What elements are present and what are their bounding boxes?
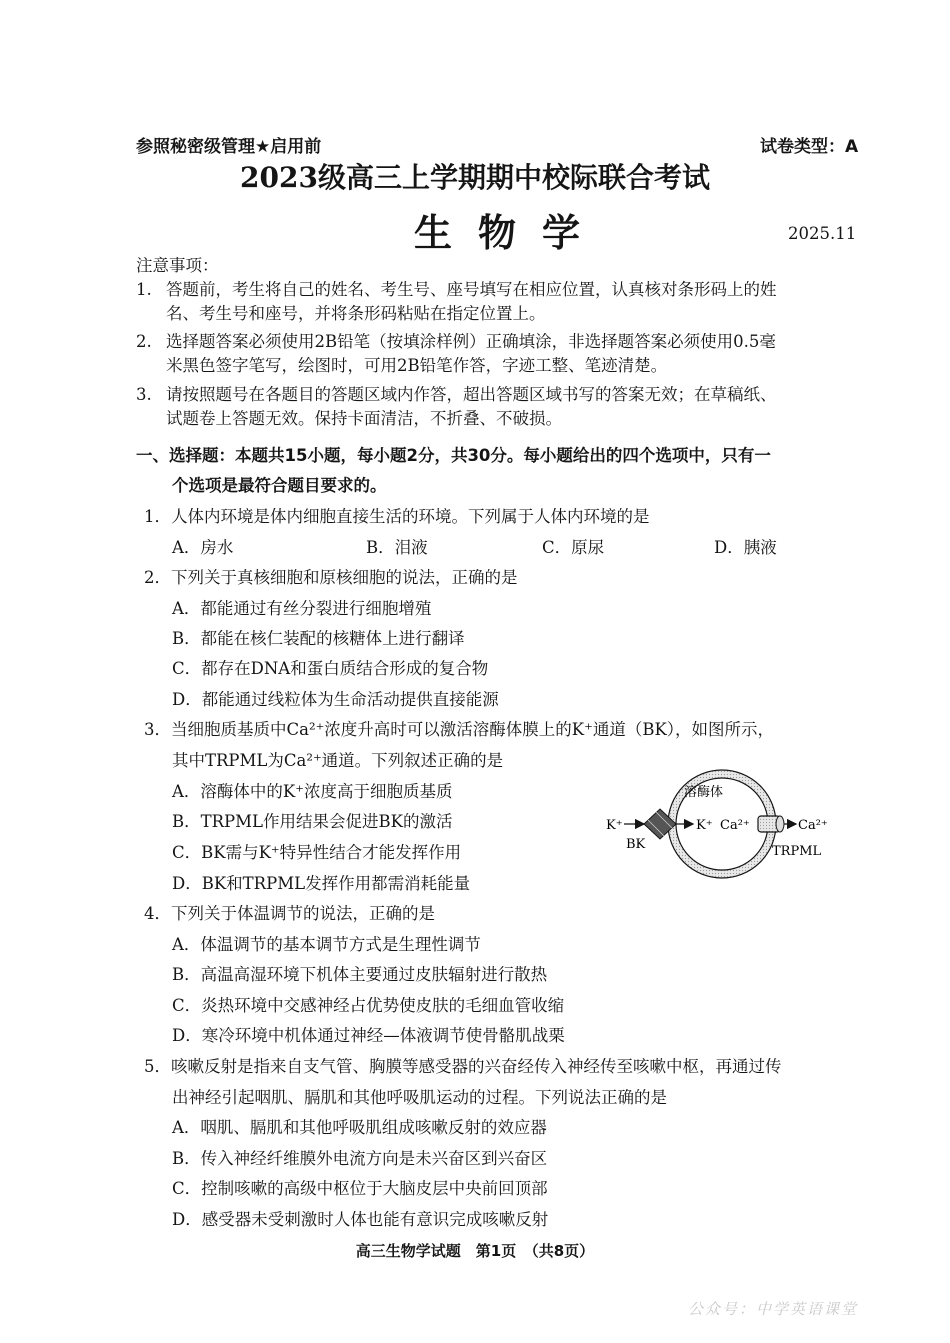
question-2-option-c: C．都存在DNA和蛋白质结合形成的复合物 [172, 659, 489, 678]
question-2-option-b: B．都能在核仁装配的核糖体上进行翻译 [172, 629, 465, 648]
question-5-option-d: D．感受器未受刺激时人体也能有意识完成咳嗽反射 [172, 1210, 549, 1229]
paper-type-label: 试卷类型：A [760, 137, 859, 157]
question-5-option-c: C．控制咳嗽的高级中枢位于大脑皮层中央前回顶部 [172, 1179, 548, 1198]
question-3-option-d: D．BK和TRPML发挥作用都需消耗能量 [172, 874, 471, 893]
question-3-stem-line-1: 3．当细胞质基质中Ca²⁺浓度升高时可以激活溶酶体膜上的K⁺通道（BK），如图所示， [144, 720, 775, 739]
notice-item-1-num: 1. [136, 280, 152, 299]
subject-title: 生物学 [414, 211, 607, 255]
ca-outside-label: Ca²⁺ [798, 818, 828, 833]
exam-title: 2023级高三上学期期中校际联合考试 [240, 161, 710, 194]
section-heading-line-1: 一、选择题：本题共15小题，每小题2分，共30分。每小题给出的四个选项中，只有一 [136, 446, 771, 465]
question-3-option-c: C．BK需与K⁺特异性结合才能发挥作用 [172, 843, 462, 862]
question-2-stem: 2．下列关于真核细胞和原核细胞的说法，正确的是 [144, 568, 518, 587]
notice-item-2-line-1: 选择题答案必须使用2B铅笔（按填涂样例）正确填涂，非选择题答案必须使用0.5毫 [166, 332, 776, 351]
section-heading-line-2: 个选项是最符合题目要求的。 [172, 476, 387, 495]
lysosome-label: 溶酶体 [684, 785, 724, 800]
exam-date: 2025.11 [788, 224, 857, 243]
question-1-option-a: A．房水 [172, 538, 234, 557]
notice-item-3-line-2: 试题卷上答题无效。保持卡面清洁，不折叠、不破损。 [166, 409, 562, 428]
trpml-channel-cap [776, 816, 784, 832]
confidentiality-label: 参照秘密级管理★启用前 [136, 137, 322, 157]
k-outside-label: K⁺ [606, 818, 623, 833]
question-1-option-d: D．胰液 [714, 538, 777, 557]
notice-item-3-num: 3. [136, 385, 152, 404]
k-inside-label: K⁺ [696, 818, 713, 833]
watermark: 公众号：中学英语课堂 [688, 1300, 859, 1318]
question-2-option-d: D．都能通过线粒体为生命活动提供直接能源 [172, 690, 499, 709]
question-5-option-b: B．传入神经纤维膜外电流方向是未兴奋区到兴奋区 [172, 1149, 548, 1168]
question-3-stem-line-2: 其中TRPML为Ca²⁺通道。下列叙述正确的是 [172, 751, 504, 770]
ca-inside-label: Ca²⁺ [720, 818, 750, 833]
question-4-stem: 4．下列关于体温调节的说法，正确的是 [144, 904, 435, 923]
question-1-stem: 1．人体内环境是体内细胞直接生活的环境。下列属于人体内环境的是 [144, 507, 650, 526]
question-1-option-c: C．原尿 [542, 538, 605, 557]
trpml-label: TRPML [772, 844, 822, 859]
bk-label: BK [626, 837, 646, 852]
notice-item-1-line-1: 答题前，考生将自己的姓名、考生号、座号填写在相应位置，认真核对条形码上的姓 [166, 280, 777, 299]
question-5-option-a: A．咽肌、膈肌和其他呼吸肌组成咳嗽反射的效应器 [172, 1118, 547, 1137]
notice-item-2-line-2: 米黑色签字笔写，绘图时，可用2B铅笔作答，字迹工整、笔迹清楚。 [166, 356, 668, 375]
notice-item-1-line-2: 名、考生号和座号，并将条形码粘贴在指定位置上。 [166, 304, 546, 323]
question-3-option-a: A．溶酶体中的K⁺浓度高于细胞质基质 [172, 782, 453, 801]
question-4-option-d: D．寒冷环境中机体通过神经—体液调节使骨骼肌战栗 [172, 1026, 565, 1045]
lysosome-diagram [600, 764, 860, 882]
notice-item-2-num: 2. [136, 332, 152, 351]
question-5-stem-line-2: 出神经引起咽肌、膈肌和其他呼吸肌运动的过程。下列说法正确的是 [172, 1088, 667, 1107]
notice-item-3-line-1: 请按照题号在各题目的答题区域内作答，超出答题区域书写的答案无效；在草稿纸、 [166, 385, 777, 404]
question-5-stem-line-1: 5．咳嗽反射是指来自支气管、胸膜等感受器的兴奋经传入神经传至咳嗽中枢，再通过传 [144, 1057, 782, 1076]
question-3-option-b: B．TRPML作用结果会促进BK的激活 [172, 812, 453, 831]
notice-heading: 注意事项： [136, 256, 219, 275]
question-4-option-c: C．炎热环境中交感神经占优势使皮肤的毛细血管收缩 [172, 996, 565, 1015]
page-footer: 高三生物学试题 第1页 （共8页） [355, 1242, 595, 1260]
question-4-option-b: B．高温高湿环境下机体主要通过皮肤辐射进行散热 [172, 965, 548, 984]
question-4-option-a: A．体温调节的基本调节方式是生理性调节 [172, 935, 481, 954]
question-1-option-b: B．泪液 [366, 538, 428, 557]
question-2-option-a: A．都能通过有丝分裂进行细胞增殖 [172, 599, 432, 618]
